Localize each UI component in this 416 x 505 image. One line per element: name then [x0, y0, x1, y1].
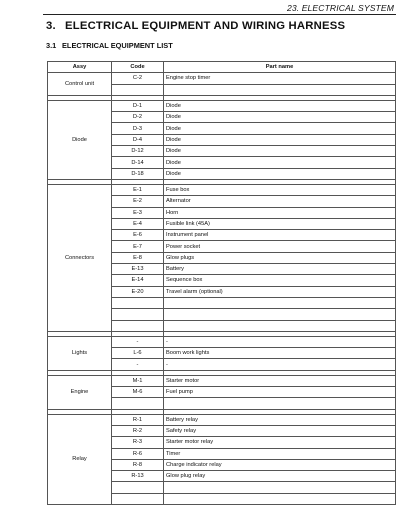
table-body [48, 73, 396, 505]
code-cell: - [112, 336, 164, 347]
part-name-cell [164, 482, 396, 493]
table-row [48, 336, 396, 347]
page-title [46, 20, 345, 32]
code-cell: E-4 [112, 218, 164, 229]
code-cell: D-4 [112, 134, 164, 145]
part-name-cell: Glow plug relay [164, 471, 396, 482]
code-cell: R-2 [112, 425, 164, 436]
column-header-assy: Assy [48, 62, 112, 73]
part-name-cell: Battery [164, 264, 396, 275]
part-name-cell: Glow plugs [164, 252, 396, 263]
table-row [48, 73, 396, 84]
part-name-cell: Alternator [164, 196, 396, 207]
part-name-cell: Diode [164, 157, 396, 168]
code-cell: D-3 [112, 123, 164, 134]
code-cell: E-6 [112, 230, 164, 241]
page-title-number: 3. [46, 20, 56, 32]
code-cell: R-8 [112, 459, 164, 470]
part-name-cell: - [164, 336, 396, 347]
part-name-cell: Engine stop timer [164, 73, 396, 84]
part-name-cell [164, 398, 396, 409]
code-cell: D-1 [112, 100, 164, 111]
code-cell: E-8 [112, 252, 164, 263]
column-header-part-name: Part name [164, 62, 396, 73]
code-cell: D-2 [112, 112, 164, 123]
equipment-table [47, 61, 396, 505]
code-cell [112, 297, 164, 308]
assy-cell: Diode [48, 100, 112, 179]
part-name-cell: Starter motor relay [164, 437, 396, 448]
assy-cell: Engine [48, 375, 112, 409]
page-title-text: ELECTRICAL EQUIPMENT AND WIRING HARNESS [65, 20, 346, 32]
code-cell: R-6 [112, 448, 164, 459]
part-name-cell: Fusible link (45A) [164, 218, 396, 229]
code-cell: R-1 [112, 414, 164, 425]
code-cell: M-6 [112, 387, 164, 398]
part-name-cell: Battery relay [164, 414, 396, 425]
part-name-cell: Timer [164, 448, 396, 459]
code-cell: M-1 [112, 375, 164, 386]
part-name-cell: Fuel pump [164, 387, 396, 398]
code-cell: E-7 [112, 241, 164, 252]
part-name-cell: Fuse box [164, 184, 396, 195]
code-cell: E-2 [112, 196, 164, 207]
part-name-cell: Safety relay [164, 425, 396, 436]
code-cell [112, 482, 164, 493]
section-header: 23. ELECTRICAL SYSTEM [286, 3, 394, 13]
code-cell: E-14 [112, 275, 164, 286]
part-name-cell: Travel alarm (optional) [164, 286, 396, 297]
table-header-row [48, 62, 396, 73]
code-cell: E-20 [112, 286, 164, 297]
table-row [48, 375, 396, 386]
part-name-cell: Diode [164, 100, 396, 111]
part-name-cell [164, 309, 396, 320]
table-row [48, 414, 396, 425]
code-cell: - [112, 359, 164, 370]
code-cell: D-14 [112, 157, 164, 168]
section-subtitle-text: ELECTRICAL EQUIPMENT LIST [62, 41, 173, 50]
part-name-cell: Diode [164, 112, 396, 123]
part-name-cell: - [164, 359, 396, 370]
part-name-cell: Instrument panel [164, 230, 396, 241]
code-cell: D-12 [112, 146, 164, 157]
part-name-cell [164, 297, 396, 308]
part-name-cell: Diode [164, 123, 396, 134]
assy-cell: Lights [48, 336, 112, 370]
part-name-cell: Horn [164, 207, 396, 218]
part-name-cell: Diode [164, 134, 396, 145]
part-name-cell: Diode [164, 168, 396, 179]
code-cell: E-13 [112, 264, 164, 275]
assy-cell: Relay [48, 414, 112, 504]
assy-cell: Connectors [48, 184, 112, 331]
part-name-cell: Sequence box [164, 275, 396, 286]
code-cell: D-18 [112, 168, 164, 179]
part-name-cell: Boom work lights [164, 348, 396, 359]
code-cell: L-6 [112, 348, 164, 359]
code-cell: R-13 [112, 471, 164, 482]
header-divider [43, 14, 396, 15]
code-cell: E-1 [112, 184, 164, 195]
part-name-cell [164, 320, 396, 331]
part-name-cell [164, 493, 396, 504]
code-cell: R-3 [112, 437, 164, 448]
code-cell [112, 309, 164, 320]
table-row [48, 100, 396, 111]
part-name-cell: Charge indicator relay [164, 459, 396, 470]
column-header-code: Code [112, 62, 164, 73]
code-cell [112, 84, 164, 95]
code-cell: C-2 [112, 73, 164, 84]
code-cell: E-3 [112, 207, 164, 218]
part-name-cell: Starter motor [164, 375, 396, 386]
assy-cell: Control unit [48, 73, 112, 96]
code-cell [112, 493, 164, 504]
code-cell [112, 398, 164, 409]
section-subtitle [46, 41, 173, 50]
table-row [48, 184, 396, 195]
part-name-cell [164, 84, 396, 95]
part-name-cell: Diode [164, 146, 396, 157]
section-subtitle-number: 3.1 [46, 41, 57, 50]
part-name-cell: Power socket [164, 241, 396, 252]
code-cell [112, 320, 164, 331]
